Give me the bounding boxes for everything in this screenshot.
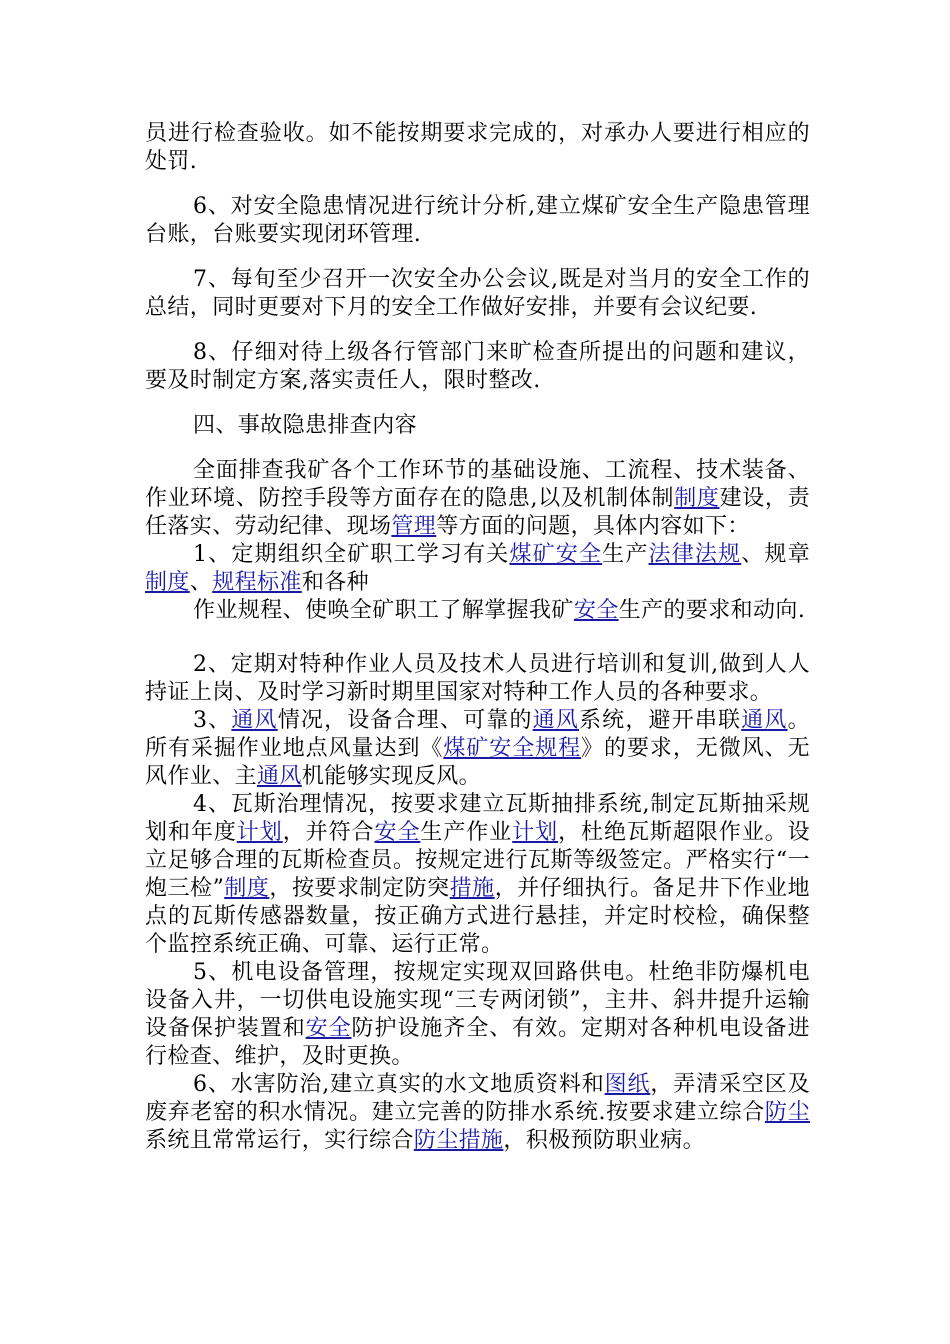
link-anquan[interactable]: 安全 <box>305 1016 352 1041</box>
text-run: 5、机电设备管理，按规定实现双回路供电。杜绝非防爆机电设备入井，一切供电设施实现“三专两闭锁”，主井、斜井提升运输设备保护装置和 <box>145 960 810 1041</box>
link-jihua[interactable]: 计划 <box>236 820 283 845</box>
text-run: 》的要求，无微风、无风作业、主 <box>145 736 810 789</box>
link-tongfeng[interactable]: 通风 <box>257 764 302 789</box>
paragraph-point-3 <box>145 707 810 791</box>
link-tongfeng[interactable]: 通风 <box>231 708 278 733</box>
paragraph-point-1 <box>145 541 810 597</box>
link-anquan[interactable]: 安全 <box>573 598 619 623</box>
paragraph-point-2: 2、定期对特种作业人员及技术人员进行培训和复训,做到人人持证上岗、及时学习新时期里国家对特种工作人员的各种要求。 <box>145 652 810 705</box>
paragraph-continuation: 员进行检查验收。如不能按期要求完成的，对承办人要进行相应的处罚. <box>145 121 810 174</box>
paragraph-item-8: 8、仔细对待上级各行管部门来旷检查所提出的问题和建议，要及时制定方案,落实责任人，限时整改. <box>145 340 810 393</box>
text-run: 系统，避开串联 <box>579 708 742 733</box>
link-anquan[interactable]: 安全 <box>374 820 421 845</box>
text-run: 建设，责任落实、劳动纪律、现场 <box>145 486 810 539</box>
text-run: 系统且常常运行，实行综合 <box>145 1128 414 1153</box>
text-run: ，并仔细执行。备足井下作业地点的瓦斯传感器数量，按正确方式进行悬挂，并定时校检，确保整个监控系统正确、可靠、运行正常。 <box>145 876 810 957</box>
paragraph-point-4 <box>145 791 810 959</box>
text-run: 生产作业 <box>420 820 513 845</box>
link-fangchen-cuoshi[interactable]: 防尘措施 <box>413 1128 504 1153</box>
paragraph-intro <box>145 457 810 541</box>
text-run: ，按要求制定防突 <box>269 876 450 901</box>
link-falv-fagui[interactable]: 法律法规 <box>648 542 742 567</box>
paragraph-point-5 <box>145 959 810 1071</box>
paragraph-item-6: 6、对安全隐患情况进行统计分析,建立煤矿安全生产隐患管理台账，台账要实现闭环管理. <box>145 194 810 247</box>
text-run: 、 <box>189 570 213 595</box>
text-run: 生产 <box>602 542 649 567</box>
link-meikuang-anquan[interactable]: 煤矿安全 <box>509 542 603 567</box>
link-tongfeng[interactable]: 通风 <box>741 708 788 733</box>
text-run: 生产的要求和动向. <box>618 598 806 623</box>
text-run: ，积极预防职业病。 <box>503 1128 706 1153</box>
paragraph-point-1-cont <box>145 597 810 625</box>
link-guanli[interactable]: 管理 <box>391 514 437 539</box>
link-fangchen[interactable]: 防尘 <box>764 1100 810 1125</box>
text-run: 4、瓦斯治理情况，按要求建立瓦斯抽排系统,制定瓦斯抽采规划和年度 <box>145 792 810 845</box>
link-tuzhi[interactable]: 图纸 <box>604 1072 651 1097</box>
text-run: 机能够实现反风。 <box>301 764 482 789</box>
text-run: 作业规程、使唤全矿职工了解掌握我矿 <box>193 598 574 623</box>
text-run: 和各种 <box>301 570 370 595</box>
text-run: ，并符合 <box>282 820 375 845</box>
link-zhidu[interactable]: 制度 <box>145 570 190 595</box>
text-run: ，杜绝瓦斯超限作业。设立足够合理的瓦斯检查员。按规定进行瓦斯等级签定。严格实行“一炮三检” <box>145 820 810 901</box>
document-body <box>145 120 810 1155</box>
text-run: 6、水害防治,建立真实的水文地质资料和 <box>193 1072 605 1097</box>
link-guicheng-biaozhun[interactable]: 规程标准 <box>212 570 302 595</box>
link-jihua[interactable]: 计划 <box>512 820 559 845</box>
text-run: 等方面的问题，具体内容如下： <box>436 514 750 539</box>
link-meikuang-anquan-guicheng[interactable]: 煤矿安全规程 <box>443 736 582 761</box>
link-tongfeng[interactable]: 通风 <box>532 708 579 733</box>
section-heading: 四、事故隐患排查内容 <box>193 413 418 438</box>
text-run: ，弄清采空区及废弃老窑的积水情况。建立完善的防排水系统.按要求建立综合 <box>145 1072 810 1125</box>
text-run: 、规章 <box>741 542 810 567</box>
paragraph-point-6 <box>145 1071 810 1155</box>
paragraph-item-7: 7、每旬至少召开一次安全办公会议,既是对当月的安全工作的总结，同时更要对下月的安全工作做好安排，并要有会议纪要. <box>145 267 810 320</box>
text-run: 。所有采掘作业地点风量达到《 <box>145 708 810 761</box>
text-run: 3、 <box>193 708 232 733</box>
text-run: 1、定期组织全矿职工学习有关 <box>193 542 510 567</box>
text-run: 情况，设备合理、可靠的 <box>277 708 533 733</box>
link-zhidu[interactable]: 制度 <box>224 876 270 901</box>
text-run: 防护设施齐全、有效。定期对各种机电设备进行检查、维护，及时更换。 <box>145 1016 810 1069</box>
text-run: 全面排查我矿各个工作环节的基础设施、工流程、技术装备、作业环境、防控手段等方面存在的隐患,以及机制体制 <box>145 458 810 511</box>
link-cuoshi[interactable]: 措施 <box>449 876 495 901</box>
link-zhidu[interactable]: 制度 <box>674 486 720 511</box>
